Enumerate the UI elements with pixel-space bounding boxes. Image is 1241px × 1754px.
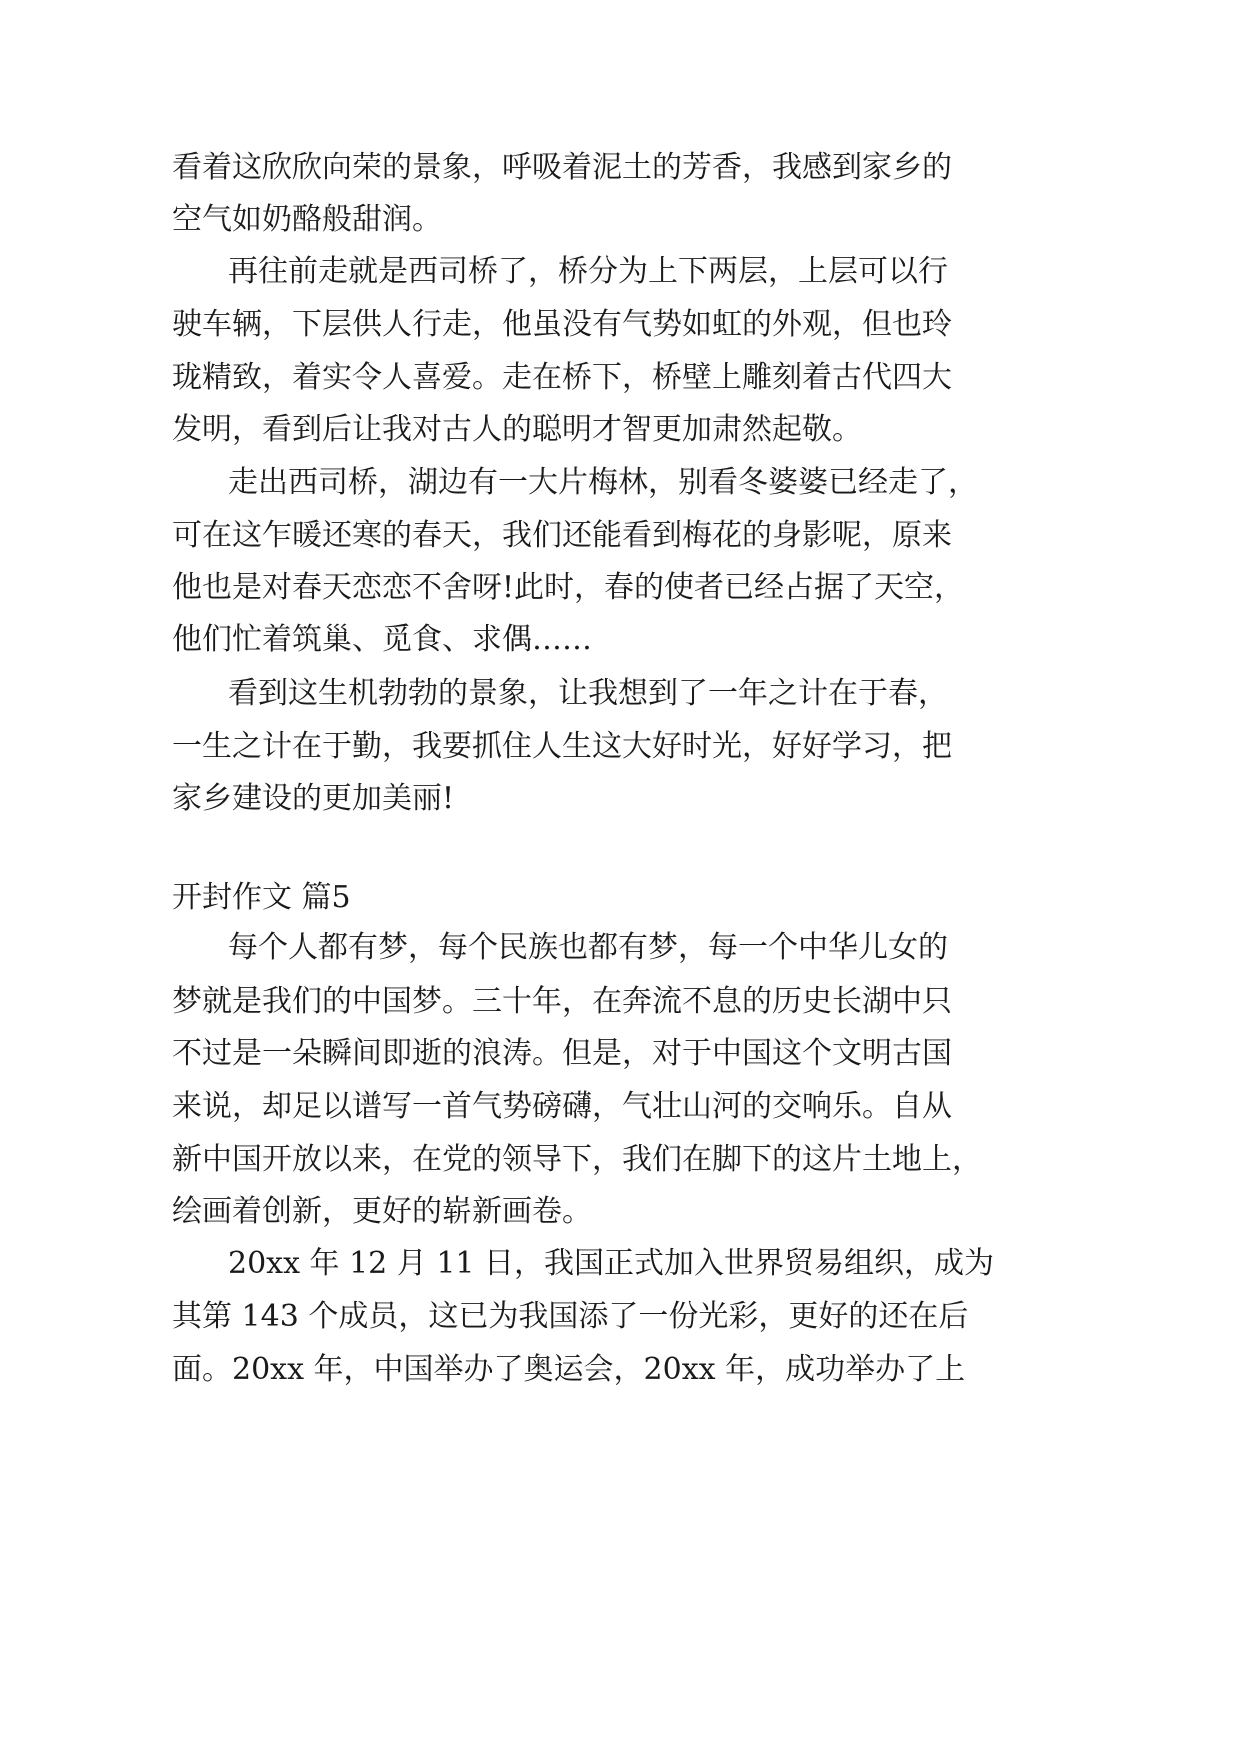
paragraph-line: 面。20xx 年，中国举办了奥运会，20xx 年，成功举办了上 (172, 1352, 966, 1387)
paragraph-line: 看到这生机勃勃的景象，让我想到了一年之计在于春， (228, 676, 948, 711)
paragraph-line: 绘画着创新，更好的崭新画卷。 (172, 1194, 592, 1229)
paragraph-line: 一生之计在于勤，我要抓住人生这大好时光，好好学习，把 (172, 729, 952, 764)
paragraph-line: 走出西司桥，湖边有一大片梅林，别看冬婆婆已经走了， (228, 465, 978, 500)
paragraph-line: 20xx 年 12 月 11 日，我国正式加入世界贸易组织，成为 (228, 1246, 995, 1281)
paragraph-line: 不过是一朵瞬间即逝的浪涛。但是，对于中国这个文明古国 (172, 1036, 952, 1071)
paragraph-line: 每个人都有梦，每个民族也都有梦，每一个中华儿女的 (228, 930, 948, 965)
paragraph-line: 他们忙着筑巢、觅食、求偶…… (172, 622, 592, 657)
section-title: 开封作文 篇5 (172, 880, 351, 915)
paragraph-line: 再往前走就是西司桥了，桥分为上下两层，上层可以行 (228, 254, 948, 289)
paragraph-line: 空气如奶酪般甜润。 (172, 202, 442, 237)
paragraph-line: 驶车辆，下层供人行走，他虽没有气势如虹的外观，但也玲 (172, 307, 952, 342)
paragraph-line: 家乡建设的更加美丽! (172, 781, 455, 816)
paragraph-line: 其第 143 个成员，这已为我国添了一份光彩，更好的还在后 (172, 1299, 969, 1334)
paragraph-line: 可在这乍暖还寒的春天，我们还能看到梅花的身影呢，原来 (172, 518, 952, 553)
paragraph-line: 珑精致，着实令人喜爱。走在桥下，桥壁上雕刻着古代四大 (172, 360, 952, 395)
paragraph-line: 来说，却足以谱写一首气势磅礴，气壮山河的交响乐。自从 (172, 1089, 952, 1124)
paragraph-line: 发明，看到后让我对古人的聪明才智更加肃然起敬。 (172, 412, 862, 447)
paragraph-line: 他也是对春天恋恋不舍呀!此时，春的使者已经占据了天空， (172, 570, 965, 605)
paragraph-line: 看着这欣欣向荣的景象，呼吸着泥土的芳香，我感到家乡的 (172, 150, 952, 185)
paragraph-line: 新中国开放以来，在党的领导下，我们在脚下的这片土地上， (172, 1142, 982, 1177)
paragraph-line: 梦就是我们的中国梦。三十年，在奔流不息的历史长湖中只 (172, 984, 952, 1019)
